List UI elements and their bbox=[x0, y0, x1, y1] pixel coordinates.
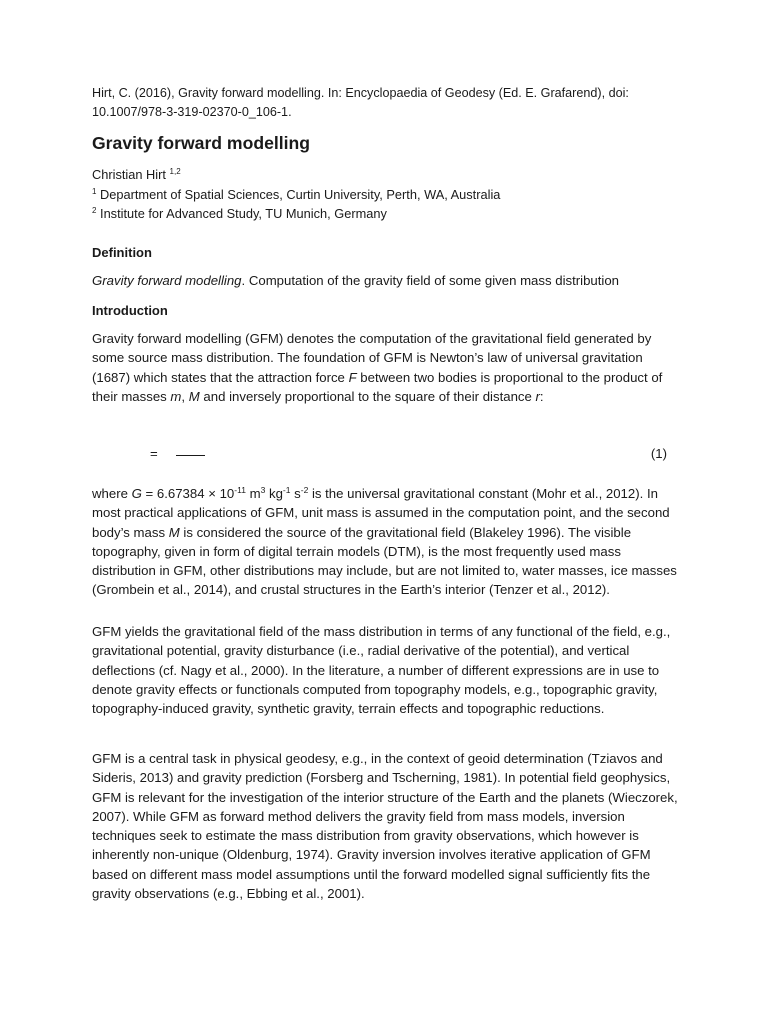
exponent: -1 bbox=[282, 485, 291, 495]
intro-paragraph-2 bbox=[92, 484, 684, 600]
equation-equals-sign: = bbox=[150, 446, 158, 461]
var-G: G bbox=[131, 486, 142, 501]
equation-fraction-bar bbox=[176, 455, 205, 456]
text-run: kg bbox=[265, 486, 283, 501]
var-M: M bbox=[168, 524, 180, 540]
author-affiliation-marks: 1,2 bbox=[169, 167, 181, 176]
citation: Hirt, C. (2016), Gravity forward modelling. In: Encyclopaedia of Geodesy (Ed. E. Grafarend), doi: 10.1007/978-3-319-02370-0_106-1. bbox=[92, 86, 629, 119]
text-run: is the universal gravitational constant (Mohr et al., 2012). In most practical applications of GFM, unit mass is assumed in the computation point, and the second body’s mass bbox=[92, 486, 670, 540]
definition-body: . Computation of the gravity field of some given mass distribution bbox=[241, 273, 620, 288]
var-M: M bbox=[188, 388, 200, 404]
affiliation-2-text: Institute for Advanced Study, TU Munich, Germany bbox=[96, 206, 387, 221]
text-run: and inversely proportional to the square of their distance bbox=[199, 388, 536, 404]
text-run: = 6.67384 × 10 bbox=[141, 486, 235, 501]
equation-1 bbox=[92, 444, 667, 466]
intro-paragraph-1 bbox=[92, 329, 684, 406]
exponent: -2 bbox=[300, 485, 309, 495]
text-run: , bbox=[181, 388, 189, 404]
var-F: F bbox=[348, 369, 357, 385]
var-r: r bbox=[535, 388, 540, 404]
text-run: Gravity forward modelling (GFM) denotes the computation of the gravitational field generated by some source mass distribution. The foundation of GFM is Newton’s law of universal gravitation (1687) which states that the attraction force bbox=[92, 331, 652, 385]
author-name-line bbox=[92, 165, 500, 185]
equation-number: (1) bbox=[650, 446, 667, 461]
var-m: m bbox=[170, 388, 182, 404]
text-run: : bbox=[539, 388, 544, 404]
author-block bbox=[92, 165, 500, 224]
affiliation-1-text: Department of Spatial Sciences, Curtin University, Perth, WA, Australia bbox=[96, 186, 501, 202]
intro-paragraph-4: GFM is a central task in physical geodesy, e.g., in the context of geoid determination (Tziavos and Sideris, 2013) and gravity prediction (Forsberg and Tscherning, 1981). In potential field geophysics, GFM is relevant for the investigation of the interior structure of the Earth and the planets (Wieczorek, 2007). While GFM as forward method delivers the gravity field from mass models, inversion techniques seek to estimate the mass distribution from gravity observations, which however is inherently non-unique (Oldenburg, 1974). Gravity inversion involves iterative application of GFM based on different mass model assumptions until the forward modelled signal sufficiently fits the gravity observations (e.g., Ebbing et al., 2001). bbox=[92, 751, 678, 902]
text-run: where bbox=[92, 486, 132, 501]
text-run: is considered the source of the gravitational field (Blakeley 1996). The visible topography, given in form of digital terrain models (DTM), is the most frequently used mass distribution in GFM, other distributions may include, but are not limited to, water masses, ice masses (Grombein et al., 2014), and crustal structures in the Earth’s interior (Tenzer et al., 2012). bbox=[92, 524, 677, 598]
article-title: Gravity forward modelling bbox=[92, 133, 311, 153]
intro-paragraph-3: GFM yields the gravitational field of the mass distribution in terms of any functional of the field, e.g., gravitational potential, gravity disturbance (i.e., radial derivative of the potential), and vertical deflections (cf. Nagy et al., 2000). In the literature, a number of different expressions are in use to denote gravity effects or functionals computed from topography models, e.g., topographic gravity, topography-induced gravity, synthetic gravity, terrain effects and topographic reductions. bbox=[92, 624, 671, 717]
text-run: between two bodies is proportional to the product of their masses bbox=[92, 369, 663, 404]
definition-heading: Definition bbox=[92, 245, 152, 260]
introduction-heading: Introduction bbox=[92, 303, 168, 318]
author-name: Christian Hirt bbox=[92, 167, 170, 182]
text-run: s bbox=[290, 486, 301, 501]
affiliation-2 bbox=[92, 204, 500, 224]
definition-term: Gravity forward modelling bbox=[92, 273, 242, 288]
exponent: -11 bbox=[234, 485, 246, 495]
affiliation-1 bbox=[92, 185, 500, 205]
affiliation-2-mark: 2 bbox=[92, 206, 97, 215]
text-run: m bbox=[245, 486, 261, 501]
affiliation-1-mark: 1 bbox=[92, 186, 97, 196]
definition-text bbox=[92, 271, 619, 290]
exponent: 3 bbox=[260, 485, 266, 495]
